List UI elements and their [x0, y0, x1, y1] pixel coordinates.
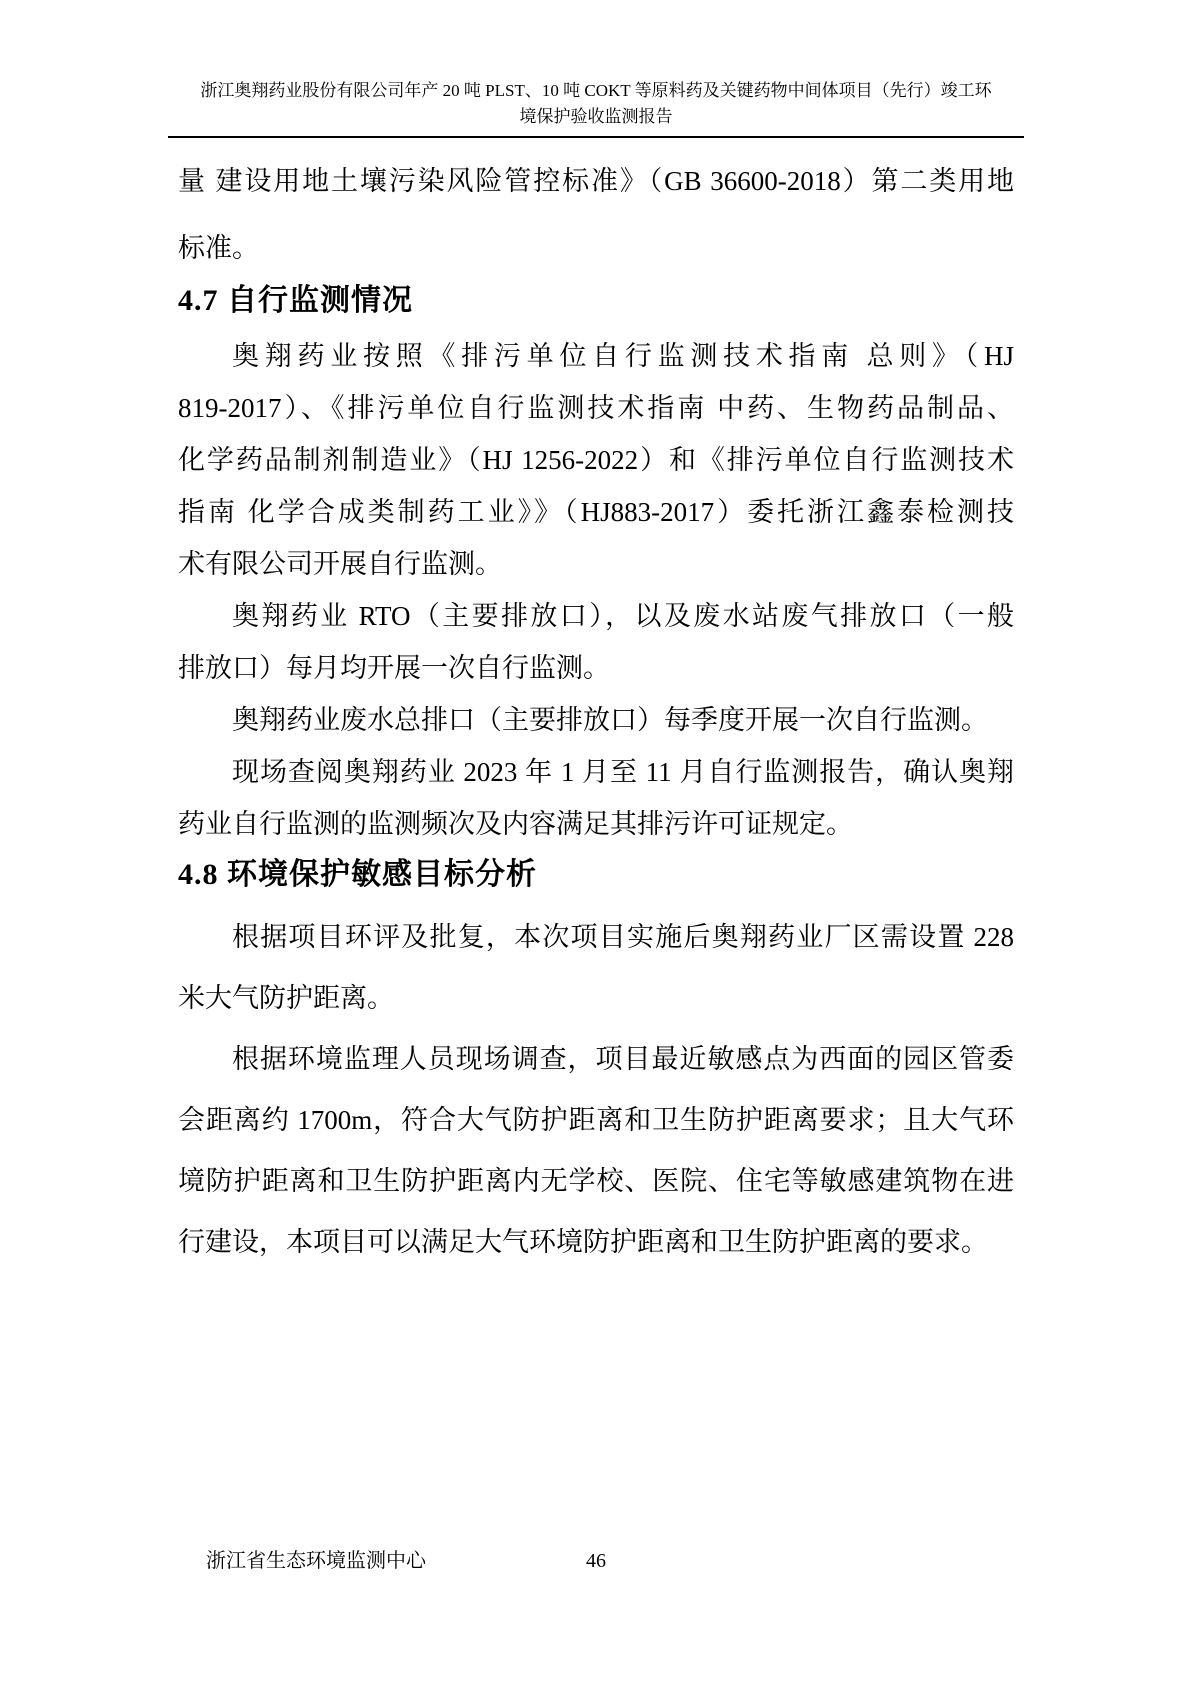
section-4-7-paragraph-4: [178, 746, 1014, 850]
section-4-7-paragraph-3: [178, 694, 1014, 746]
page-header: [168, 78, 1024, 138]
text-line: 米大气防护距离。: [178, 983, 394, 1013]
text-line: 化学药品制剂制造业》（HJ 1256-2022）和《排污单位自行监测技术: [178, 445, 1014, 475]
text-line: 术有限公司开展自行监测。: [178, 549, 502, 579]
header-title-line2: 境保护验收监测报告: [519, 107, 673, 126]
text-line: 境防护距离和卫生防护距离内无学校、医院、住宅等敏感建筑物在进: [178, 1166, 1014, 1196]
page-number: 46: [586, 1550, 606, 1572]
text-line: 819-2017）、《排污单位自行监测技术指南 中药、生物药品制品、: [178, 393, 1014, 423]
footer-organization: 浙江省生态环境监测中心: [206, 1550, 426, 1572]
text-line: 奥翔药业 RTO（主要排放口），以及废水站废气排放口（一般: [232, 601, 1014, 631]
paragraph-continuation: [178, 148, 1014, 282]
header-title-line1: 浙江奥翔药业股份有限公司年产 20 吨 PLST、10 吨 COKT 等原料药及关键药物中间体项目（先行）竣工环: [200, 81, 992, 100]
section-4-8-paragraph-2: [178, 1029, 1014, 1273]
text-line: 药业自行监测的监测频次及内容满足其排污许可证规定。: [178, 809, 853, 839]
section-heading-4-8: 4.8 环境保护敏感目标分析: [178, 858, 537, 891]
section-4-7-paragraph-2: [178, 590, 1014, 694]
text-line: 行建设，本项目可以满足大气环境防护距离和卫生防护距离的要求。: [178, 1227, 988, 1257]
section-4-7-paragraph-1: [178, 330, 1014, 590]
text-line: 量 建设用地土壤污染风险管控标准》（GB 36600-2018）第二类用地: [178, 166, 1014, 196]
section-heading-4-7: 4.7 自行监测情况: [178, 284, 413, 317]
text-line: 排放口）每月均开展一次自行监测。: [178, 653, 610, 683]
text-line: 指南 化学合成类制药工业》》（HJ883-2017）委托浙江鑫泰检测技: [178, 497, 1014, 527]
text-line: 现场查阅奥翔药业 2023 年 1 月至 11 月自行监测报告，确认奥翔: [232, 757, 1014, 787]
section-4-8-paragraph-1: [178, 907, 1014, 1029]
text-line: 根据项目环评及批复，本次项目实施后奥翔药业厂区需设置 228: [232, 922, 1014, 952]
document-body: [178, 148, 1014, 1273]
text-line: 奥翔药业废水总排口（主要排放口）每季度开展一次自行监测。: [232, 705, 988, 735]
text-line: 根据环境监理人员现场调查，项目最近敏感点为西面的园区管委: [232, 1044, 1014, 1074]
text-line: 奥翔药业按照《排污单位自行监测技术指南 总则》（HJ: [232, 341, 1014, 371]
page-footer: [178, 1548, 1014, 1578]
text-line: 会距离约 1700m，符合大气防护距离和卫生防护距离要求；且大气环: [178, 1105, 1014, 1135]
text-line: 标准。: [178, 233, 259, 263]
